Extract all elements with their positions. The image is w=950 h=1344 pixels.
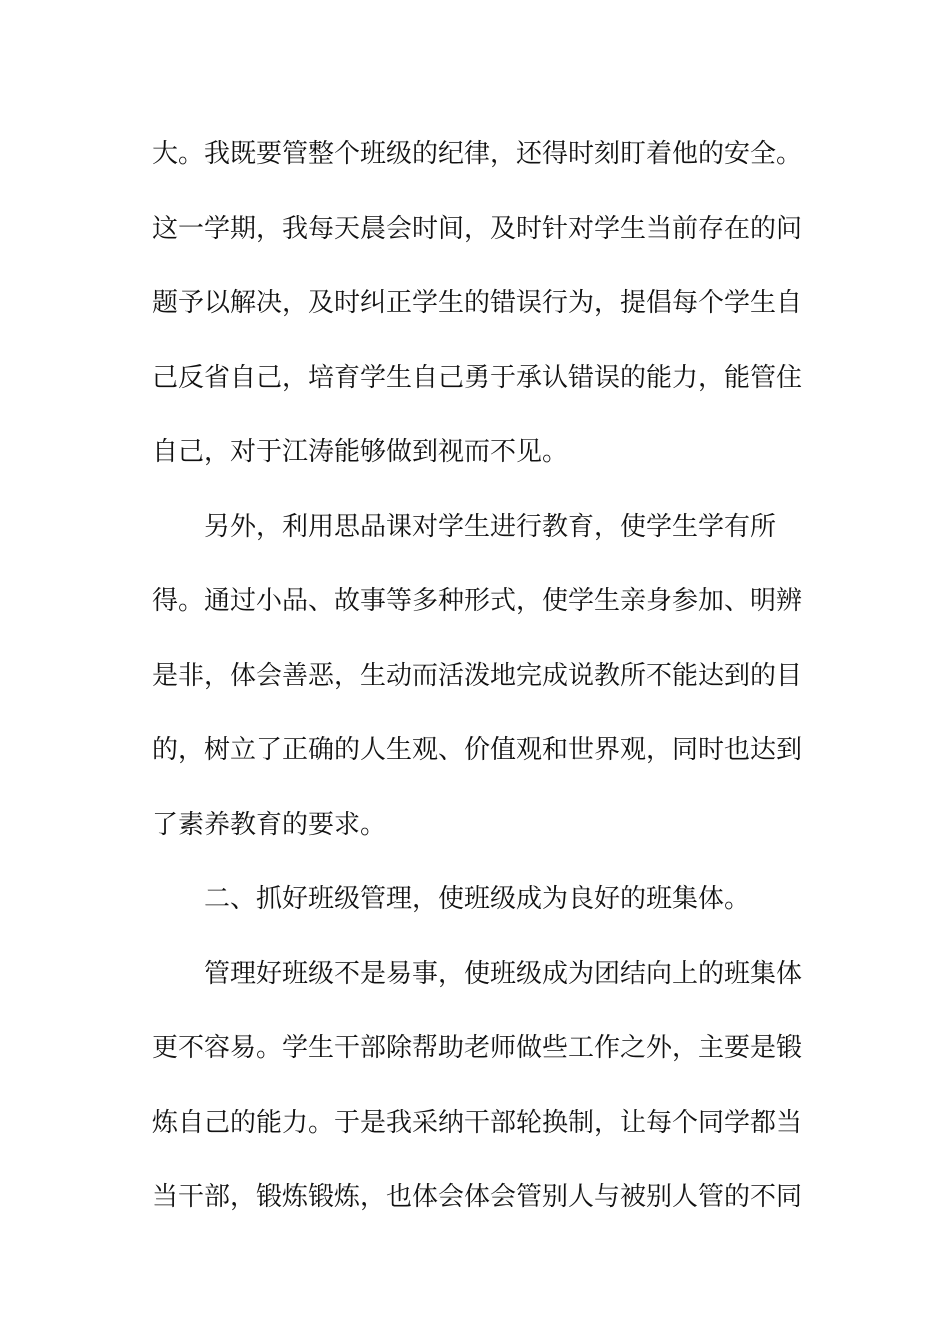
text-line: 更不容易。学生干部除帮助老师做些工作之外，主要是锻 [152, 1033, 803, 1063]
text-line: 是非，体会善恶，生动而活泼地完成说教所不能达到的目 [152, 660, 803, 691]
text-line: 题予以解决，及时纠正学生的错误行为，提倡每个学生自 [152, 288, 803, 318]
text-line: 得。通过小品、故事等多种形式，使学生亲身参加、明辨 [152, 586, 803, 616]
text-line: 了素养教育的要求。 [152, 809, 387, 840]
section-heading: 二、抓好班级管理，使班级成为良好的班集体。 [204, 884, 751, 914]
text-line: 大。我既要管整个班级的纪律，还得时刻盯着他的安全。 [152, 139, 803, 169]
paragraph-first-line: 管理好班级不是易事，使班级成为团结向上的班集体 [204, 958, 803, 989]
text-line: 己反省自己，培育学生自己勇于承认错误的能力，能管住 [152, 362, 803, 393]
text-line: 自己，对于江涛能够做到视而不见。 [152, 437, 569, 467]
text-line: 炼自己的能力。于是我采纳干部轮换制，让每个同学都当 [152, 1107, 803, 1138]
text-line: 的，树立了正确的人生观、价值观和世界观，同时也达到 [152, 735, 803, 765]
text-line: 当干部，锻炼锻炼，也体会体会管别人与被别人管的不同 [152, 1182, 803, 1212]
text-line: 这一学期，我每天晨会时间，及时针对学生当前存在的问 [152, 213, 803, 244]
paragraph-first-line: 另外，利用思品课对学生进行教育，使学生学有所 [204, 511, 777, 542]
document-body [152, 130, 803, 1248]
